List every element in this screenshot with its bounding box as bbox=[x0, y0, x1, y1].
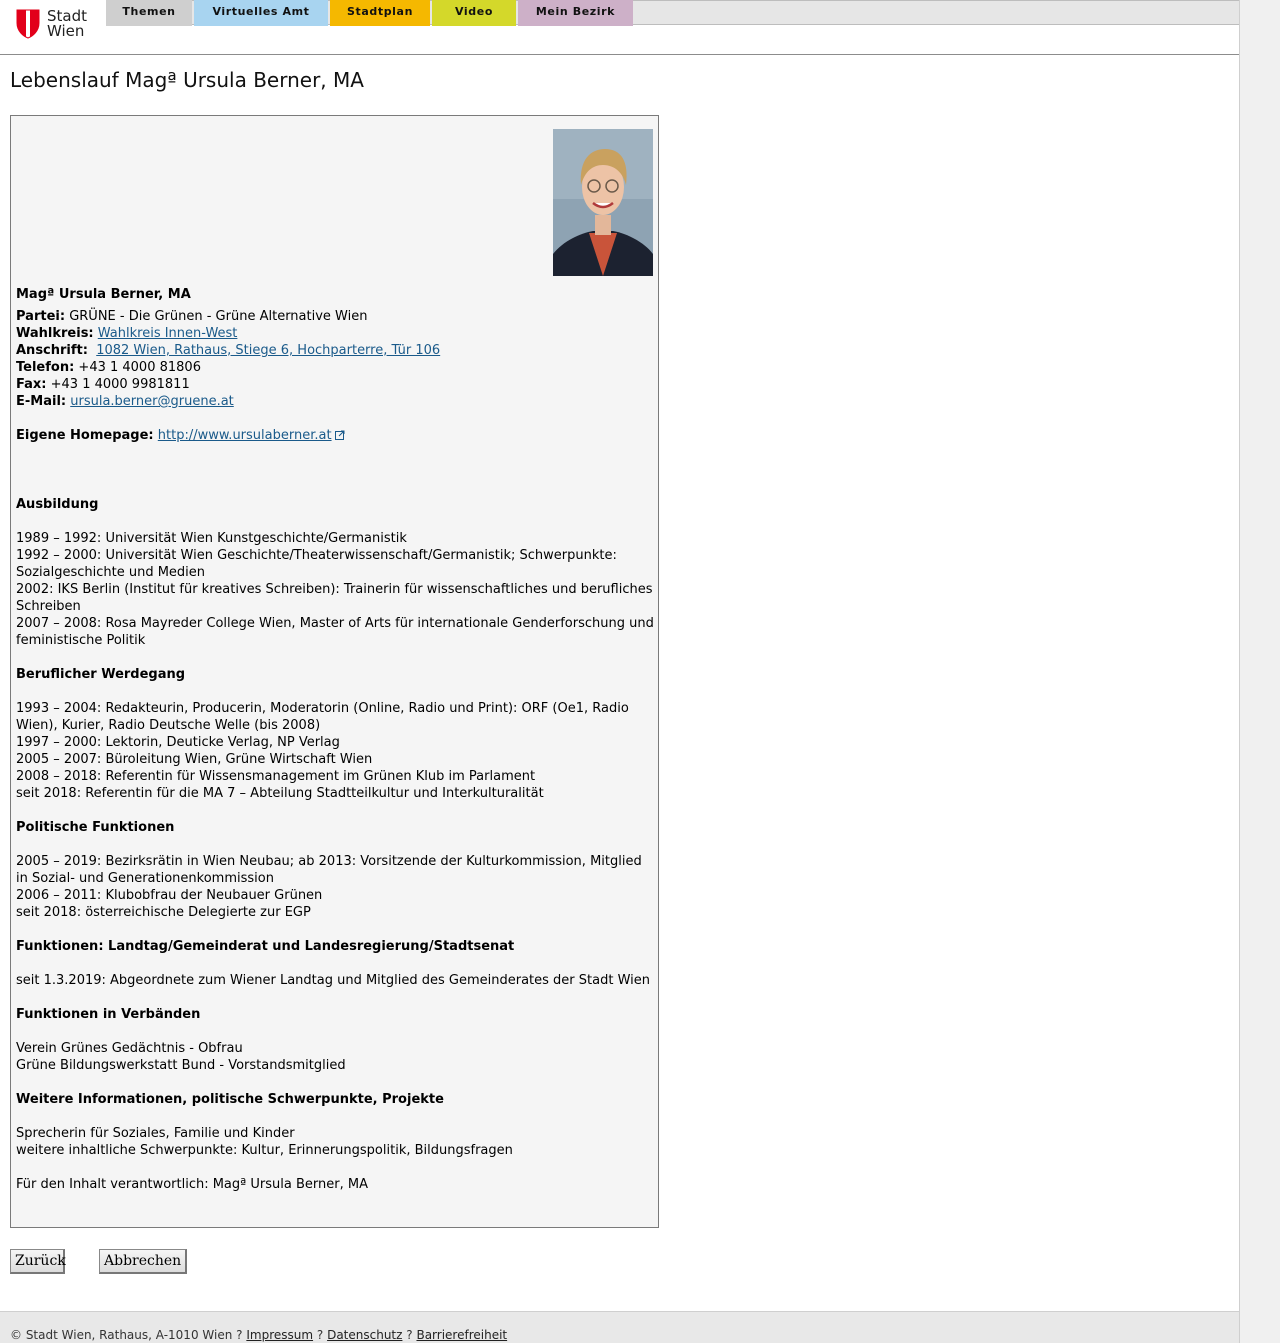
stadt-wien-logo[interactable] bbox=[16, 9, 96, 43]
logo-line-1: Stadt bbox=[47, 7, 87, 25]
footer-impressum-link[interactable]: Impressum bbox=[246, 1328, 314, 1342]
homepage-label: Eigene Homepage: bbox=[16, 428, 154, 443]
heading-ausbildung: Ausbildung bbox=[16, 497, 99, 512]
list-item: 2005 – 2007: Büroleitung Wien, Grüne Wirtschaft Wien bbox=[16, 752, 373, 767]
list-item: 2008 – 2018: Referentin für Wissensmanagement im Grünen Klub im Parlament bbox=[16, 769, 536, 784]
list-item: 2007 – 2008: Rosa Mayreder College Wien, Master of Arts für internationale Genderforschung und feministische Politik bbox=[16, 616, 654, 648]
homepage-row bbox=[16, 427, 656, 445]
tab-stadtplan[interactable]: Stadtplan bbox=[330, 0, 430, 26]
fax-label: Fax: bbox=[16, 377, 47, 392]
list-item: 1992 – 2000: Universität Wien Geschichte/Theaterwissenschaft/Germanistik; Schwerpunkte: Sozialgeschichte und Medien bbox=[16, 548, 617, 580]
profile-name: Magª Ursula Berner, MA bbox=[16, 287, 191, 302]
email-label: E-Mail: bbox=[16, 394, 67, 409]
list-item: 1993 – 2004: Redakteurin, Producerin, Moderatorin (Online, Radio und Print): ORF (Oe1, Radio Wien), Kurier, Radio Deutsche Welle (bis 2008) bbox=[16, 701, 629, 733]
page-title: Lebenslauf Magª Ursula Berner, MA bbox=[10, 68, 364, 92]
footer-text bbox=[10, 1328, 507, 1342]
wahlkreis-label: Wahlkreis: bbox=[16, 326, 94, 341]
profile-content bbox=[16, 286, 656, 1193]
list-item: 1997 – 2000: Lektorin, Deuticke Verlag, NP Verlag bbox=[16, 735, 340, 750]
cancel-button[interactable]: Abbrechen bbox=[99, 1249, 187, 1274]
main-nav-tabs bbox=[106, 0, 635, 26]
telefon-label: Telefon: bbox=[16, 360, 75, 375]
list-item: 2006 – 2011: Klubobfrau der Neubauer Grünen bbox=[16, 888, 323, 903]
tab-themen[interactable]: Themen bbox=[106, 0, 192, 26]
back-button[interactable]: Zurück bbox=[10, 1249, 65, 1274]
email-link[interactable]: ursula.berner@gruene.at bbox=[70, 394, 234, 409]
external-link-icon bbox=[335, 428, 345, 445]
list-item: 2005 – 2019: Bezirksrätin in Wien Neubau; ab 2013: Vorsitzende der Kulturkommission, Mitglied in Sozial- und Generationenkommission bbox=[16, 854, 642, 886]
list-item: 2002: IKS Berlin (Institut für kreatives Schreiben): Trainerin für wissenschaftliches und berufliches Schreiben bbox=[16, 582, 653, 614]
tab-mein-bezirk[interactable]: Mein Bezirk bbox=[518, 0, 633, 26]
anschrift-label: Anschrift: bbox=[16, 343, 88, 358]
footer-datenschutz-link[interactable]: Datenschutz bbox=[327, 1328, 403, 1342]
footer-separator: ? bbox=[316, 1328, 324, 1342]
tab-virtuelles-amt[interactable]: Virtuelles Amt bbox=[194, 0, 328, 26]
telefon-row bbox=[16, 359, 656, 376]
list-item: seit 1.3.2019: Abgeordnete zum Wiener Landtag und Mitglied des Gemeinderates der Stadt Wien bbox=[16, 973, 650, 988]
list-item: Grüne Bildungswerkstatt Bund - Vorstandsmitglied bbox=[16, 1058, 346, 1073]
anschrift-link[interactable]: 1082 Wien, Rathaus, Stiege 6, Hochparterre, Tür 106 bbox=[96, 343, 441, 358]
heading-verbaende: Funktionen in Verbänden bbox=[16, 1007, 201, 1022]
heading-landtag: Funktionen: Landtag/Gemeinderat und Landesregierung/Stadtsenat bbox=[16, 939, 515, 954]
email-row bbox=[16, 393, 656, 410]
profile-box bbox=[10, 115, 659, 1228]
portrait-photo bbox=[553, 129, 653, 276]
wahlkreis-link[interactable]: Wahlkreis Innen-West bbox=[97, 326, 238, 341]
logo-text bbox=[47, 9, 87, 39]
list-item: seit 2018: österreichische Delegierte zur EGP bbox=[16, 905, 311, 920]
wien-shield-icon bbox=[16, 9, 40, 39]
fax-row bbox=[16, 376, 656, 393]
heading-beruf: Beruflicher Werdegang bbox=[16, 667, 186, 682]
anschrift-row bbox=[16, 342, 656, 359]
list-item: seit 2018: Referentin für die MA 7 – Abteilung Stadtteilkultur und Interkulturalität bbox=[16, 786, 544, 801]
site-header bbox=[0, 0, 1239, 55]
window-gutter bbox=[1239, 0, 1280, 1343]
fax-value: +43 1 4000 9981811 bbox=[50, 377, 190, 392]
wahlkreis-row bbox=[16, 325, 656, 342]
responsible-note: Für den Inhalt verantwortlich: Magª Ursula Berner, MA bbox=[16, 1177, 368, 1192]
list-item: 1989 – 1992: Universität Wien Kunstgeschichte/Germanistik bbox=[16, 531, 407, 546]
site-footer bbox=[0, 1311, 1239, 1343]
footer-barrierefreiheit-link[interactable]: Barrierefreiheit bbox=[416, 1328, 508, 1342]
footer-separator: ? bbox=[236, 1328, 243, 1342]
partei-row bbox=[16, 308, 656, 325]
list-item: weitere inhaltliche Schwerpunkte: Kultur, Erinnerungspolitik, Bildungsfragen bbox=[16, 1143, 513, 1158]
list-item: Sprecherin für Soziales, Familie und Kinder bbox=[16, 1126, 295, 1141]
partei-label: Partei: bbox=[16, 309, 66, 324]
homepage-link[interactable]: http://www.ursulaberner.at bbox=[157, 428, 332, 443]
heading-weitere: Weitere Informationen, politische Schwerpunkte, Projekte bbox=[16, 1092, 444, 1107]
list-item: Verein Grünes Gedächtnis - Obfrau bbox=[16, 1041, 243, 1056]
partei-value: GRÜNE - Die Grünen - Grüne Alternative Wien bbox=[69, 309, 368, 324]
telefon-value: +43 1 4000 81806 bbox=[78, 360, 201, 375]
footer-separator: ? bbox=[406, 1328, 413, 1342]
heading-politik: Politische Funktionen bbox=[16, 820, 175, 835]
tab-video[interactable]: Video bbox=[432, 0, 516, 26]
logo-line-2: Wien bbox=[47, 22, 85, 40]
footer-copyright: © Stadt Wien, Rathaus, A-1010 Wien bbox=[10, 1328, 233, 1342]
